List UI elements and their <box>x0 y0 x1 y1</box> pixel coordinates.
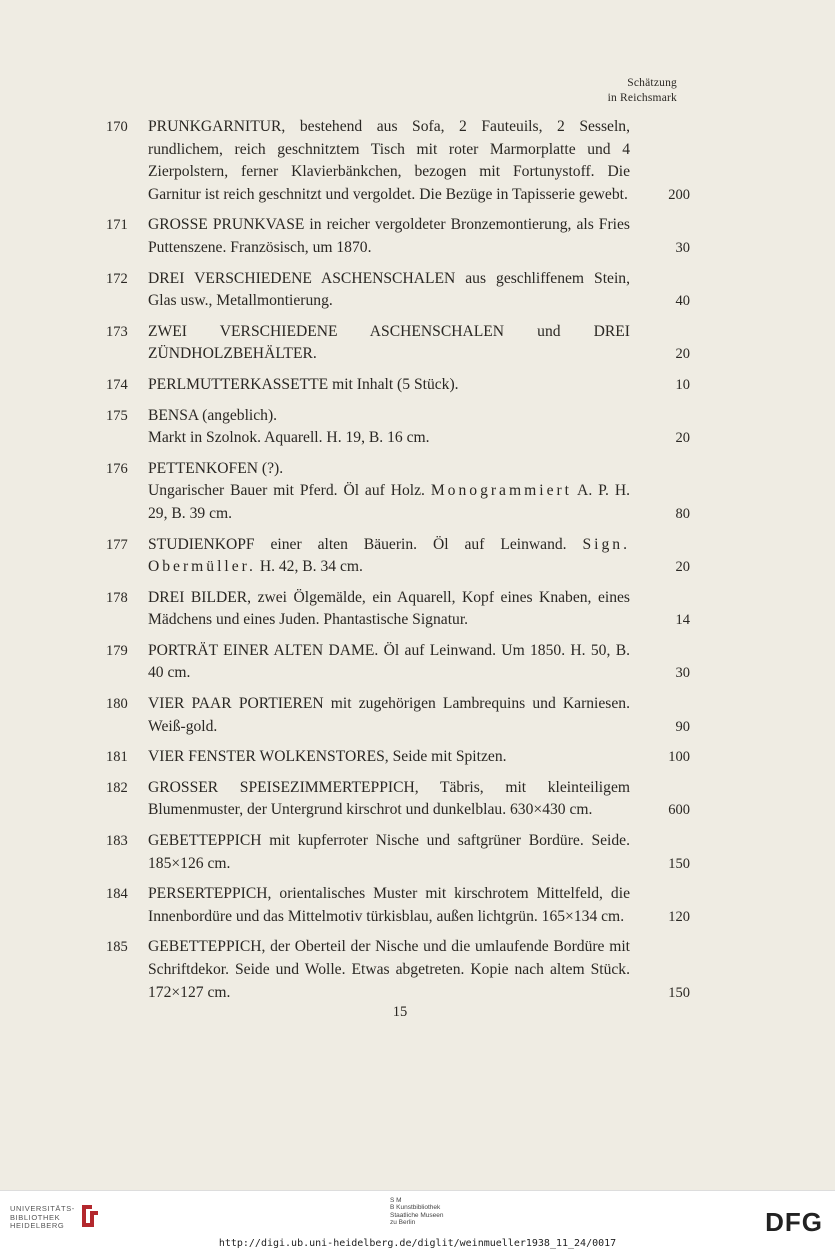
lot-number: 170 <box>106 119 128 135</box>
catalog-entry <box>100 640 690 685</box>
catalog-entry <box>100 374 690 397</box>
smb-kunstbibliothek-label <box>390 1197 443 1227</box>
lot-description <box>148 883 686 928</box>
lot-description <box>148 268 686 313</box>
lot-description <box>148 830 686 875</box>
lot-description <box>148 746 686 769</box>
lot-description <box>148 116 686 206</box>
lot-estimate: 30 <box>675 665 690 682</box>
catalog-entry <box>100 883 690 928</box>
lot-number: 174 <box>106 376 128 393</box>
lot-number: 173 <box>106 323 128 340</box>
lot-description <box>148 321 686 366</box>
description-text: ZWEI VERSCHIEDENE ASCHENSCHALEN und DREI ZÜNDHOLZBEHÄLTER. <box>148 322 630 363</box>
lot-estimate: 30 <box>675 239 690 256</box>
description-text: H. 42, B. 34 cm. <box>255 558 363 576</box>
lot-estimate: 600 <box>668 802 690 819</box>
university-line-2: BIBLIOTHEK <box>10 1212 61 1222</box>
description-text: PERLMUTTERKASSETTE mit Inhalt (5 Stück). <box>148 375 459 393</box>
description-text: Markt in Szolnok. Aquarell. H. 19, B. 16 cm. <box>148 429 430 447</box>
description-text: PORTRÄT EINER ALTEN DAME. Öl auf Leinwand. Um 1850. H. 50, B. 40 cm. <box>148 641 630 682</box>
price-column-header <box>608 76 677 106</box>
smb-line-1: S M <box>390 1197 402 1204</box>
catalog-entry <box>100 746 690 769</box>
lot-number: 178 <box>106 589 128 606</box>
lot-number: 180 <box>106 696 128 713</box>
description-text: VIER PAAR PORTIEREN mit zugehörigen Lambrequins und Karniesen. Weiß-gold. <box>148 695 630 735</box>
header-line-2: in Reichsmark <box>607 92 677 104</box>
lot-number: 181 <box>106 749 128 766</box>
lot-description <box>148 405 686 450</box>
description-text: Ungarischer Bauer mit Pferd. Öl auf Holz. <box>148 482 431 500</box>
description-text: PETTENKOFEN (?). <box>148 459 284 477</box>
description-text: PERSERTEPPICH, orientalisches Muster mit kirschrotem Mittelfeld, die Innenbordüre und das Mittelmotiv türkisblau, außen lichtgrün. 165×134 cm. <box>148 885 630 925</box>
catalog-entry <box>100 458 690 526</box>
page-number: 15 <box>392 1004 408 1020</box>
lot-description <box>148 777 686 822</box>
lot-estimate: 90 <box>675 718 690 735</box>
lot-number: 176 <box>106 460 128 477</box>
lot-number: 185 <box>106 939 128 956</box>
description-text: GROSSE PRUNKVASE in reicher vergoldeter Bronzemontierung, als Fries Puttenszene. Französisch, um 1870. <box>148 216 630 256</box>
lot-estimate: 200 <box>668 186 690 203</box>
description-text: DREI VERSCHIEDENE ASCHENSCHALEN aus geschliffenem Stein, Glas usw., Metallmontierung. <box>148 269 630 310</box>
smb-line-2: B Kunstbibliothek <box>390 1204 441 1212</box>
catalog-entry <box>100 268 690 313</box>
source-url-link[interactable]: http://digi.ub.uni-heidelberg.de/diglit/weinmueller1938_11_24/0017 <box>218 1238 617 1249</box>
catalog-entry <box>100 321 690 366</box>
spaced-text: Sign. Obermüller. <box>148 535 630 576</box>
lot-estimate: 20 <box>675 559 690 576</box>
lot-estimate: 120 <box>668 908 690 925</box>
lot-number: 175 <box>106 407 128 424</box>
catalog-entries <box>100 116 690 1012</box>
lot-number: 182 <box>106 779 128 796</box>
catalog-entry <box>100 116 690 206</box>
lot-description <box>148 936 686 1004</box>
lot-estimate: 14 <box>675 612 690 629</box>
catalog-entry <box>100 534 690 579</box>
lot-number: 179 <box>106 642 128 659</box>
description-text: GROSSER SPEISEZIMMERTEPPICH, Täbris, mit kleinteiligem Blumenmuster, der Untergrund kirschrot und dunkelblau. 630×430 cm. <box>148 778 630 819</box>
lot-estimate: 150 <box>668 855 690 872</box>
lot-number: 184 <box>106 886 128 903</box>
lot-number: 177 <box>106 536 128 553</box>
smb-line-4: zu Berlin <box>390 1219 416 1227</box>
catalog-entry <box>100 587 690 632</box>
lot-number: 183 <box>106 833 128 850</box>
lot-estimate: 150 <box>668 984 690 1001</box>
description-text: A. P. H. 29, B. 39 cm. <box>148 482 630 522</box>
lot-estimate: 100 <box>668 749 690 766</box>
lot-number: 172 <box>106 270 128 287</box>
lot-description <box>148 374 686 397</box>
lot-description <box>148 640 686 685</box>
lot-description <box>148 587 686 632</box>
footer-bar <box>0 1190 835 1251</box>
catalog-entry <box>100 693 690 738</box>
lot-description <box>148 458 686 526</box>
lot-estimate: 10 <box>675 376 690 393</box>
description-text: PRUNKGARNITUR, bestehend aus Sofa, 2 Fauteuils, 2 Sesseln, rundlichem, reich geschnitztem Tisch mit roter Marmorplatte und 4 Zierpolstern, ferner Klavierbänkchen, bezogen mit Fortunystoff. Die Garnitur ist reich geschnitzt und vergoldet. Die Bezüge in Tapisserie gewebt. <box>148 118 630 203</box>
dfg-logo: DFG <box>765 1207 823 1237</box>
lot-number: 171 <box>106 217 128 234</box>
lot-estimate: 40 <box>675 293 690 310</box>
catalog-entry <box>100 936 690 1004</box>
spaced-text: Monogrammiert <box>430 482 573 500</box>
university-logo-icon <box>78 1201 102 1231</box>
lot-estimate: 80 <box>675 505 690 522</box>
university-library-label <box>10 1205 75 1231</box>
catalog-entry <box>100 405 690 450</box>
lot-description <box>148 693 686 738</box>
university-line-3: HEIDELBERG <box>10 1221 65 1230</box>
description-text: BENSA (angeblich). <box>148 406 278 424</box>
lot-description <box>148 214 686 259</box>
lot-estimate: 20 <box>675 430 690 447</box>
lot-description <box>148 534 686 579</box>
catalog-entry <box>100 214 690 259</box>
description-text: GEBETTEPPICH mit kupferroter Nische und saftgrüner Bordüre. Seide. 185×126 cm. <box>148 832 630 872</box>
lot-estimate: 20 <box>675 346 690 363</box>
description-text: DREI BILDER, zwei Ölgemälde, ein Aquarell, Kopf eines Knaben, eines Mädchens und eines Juden. Phantastische Signatur. <box>148 588 630 629</box>
university-line-1: UNIVERSITÄTS- <box>10 1204 75 1213</box>
catalog-entry <box>100 777 690 822</box>
description-text: GEBETTEPPICH, der Oberteil der Nische und die umlaufende Bordüre mit Schriftdekor. Seide und Wolle. Etwas abgetreten. Kopie nach altem Stück. 172×127 cm. <box>148 938 630 1001</box>
description-text: STUDIENKOPF einer alten Bäuerin. Öl auf Leinwand. <box>148 535 583 553</box>
catalog-entry <box>100 830 690 875</box>
description-text: VIER FENSTER WOLKENSTORES, Seide mit Spitzen. <box>148 748 507 766</box>
smb-line-3: Staatliche Museen <box>390 1211 444 1219</box>
header-line-1: Schätzung <box>627 77 677 89</box>
